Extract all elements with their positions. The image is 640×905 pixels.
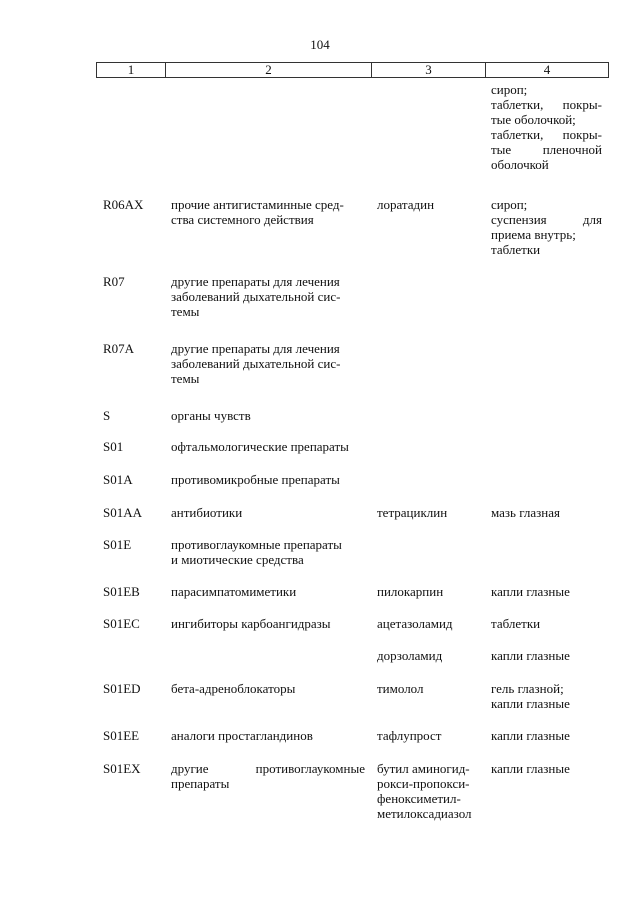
anatomical-group-name-line: темы <box>171 371 200 386</box>
table-row <box>0 728 640 761</box>
drug-name-line: тимолол <box>377 681 424 696</box>
table-row <box>0 584 640 616</box>
anatomical-group-name-line: аналоги простагландинов <box>171 728 313 743</box>
atc-code: S01EB <box>103 584 140 599</box>
anatomical-group-name <box>171 408 365 423</box>
atc-code: S01A <box>103 472 133 487</box>
anatomical-group-name <box>171 728 365 743</box>
table-row <box>0 681 640 728</box>
anatomical-group-name-line: и миотические средства <box>171 552 304 567</box>
dosage-form-line: приема внутрь; <box>491 227 576 242</box>
atc-code: S01EX <box>103 761 141 776</box>
anatomical-group-name <box>171 341 365 386</box>
anatomical-group-name <box>171 274 365 319</box>
dosage-form-line: суспензия для <box>491 212 602 227</box>
atc-code: S01AA <box>103 505 143 520</box>
dosage-form <box>491 584 602 599</box>
dosage-form <box>491 648 602 663</box>
page-number: 104 <box>310 37 330 52</box>
table-row <box>0 341 640 408</box>
dosage-form-line: сироп; <box>491 82 528 97</box>
dosage-form <box>491 681 602 711</box>
anatomical-group-name-line: органы чувств <box>171 408 251 423</box>
table-row <box>0 274 640 341</box>
table-row <box>0 197 640 274</box>
dosage-form <box>491 761 602 776</box>
drug-name <box>377 584 487 599</box>
dosage-form-line: капли глазные <box>491 648 570 663</box>
dosage-form-line: таблетки, покры- <box>491 97 602 112</box>
drug-name <box>377 681 487 696</box>
drug-name-line: пилокарпин <box>377 584 444 599</box>
column-header-2: 2 <box>166 63 372 78</box>
dosage-form <box>491 505 602 520</box>
drug-name-line: рокси-пропокси- <box>377 776 470 791</box>
anatomical-group-name <box>171 537 365 567</box>
anatomical-group-name-line: антибиотики <box>171 505 243 520</box>
dosage-form-line: таблетки <box>491 242 541 257</box>
anatomical-group-name <box>171 197 365 227</box>
atc-code: S01EC <box>103 616 140 631</box>
dosage-form-line: оболочкой <box>491 157 549 172</box>
atc-code: S <box>103 408 111 423</box>
drug-name <box>377 616 487 631</box>
table-row <box>0 761 640 841</box>
anatomical-group-name-line: препараты <box>171 776 230 791</box>
anatomical-group-name-line: парасимпатомиметики <box>171 584 297 599</box>
drug-name <box>377 728 487 743</box>
dosage-form <box>491 728 602 743</box>
atc-code: S01E <box>103 537 132 552</box>
anatomical-group-name <box>171 439 365 454</box>
atc-code: R07A <box>103 341 135 356</box>
anatomical-group-name-line: противоглаукомные препараты <box>171 537 342 552</box>
atc-code: R07 <box>103 274 125 289</box>
anatomical-group-name <box>171 584 365 599</box>
anatomical-group-name-line: противомикробные препараты <box>171 472 340 487</box>
drug-name-line: дорзоламид <box>377 648 443 663</box>
drug-name-line: метилоксадиазол <box>377 806 472 821</box>
dosage-form-line: гель глазной; <box>491 681 564 696</box>
anatomical-group-name-line: ства системного действия <box>171 212 314 227</box>
anatomical-group-name-line: прочие антигистаминные сред- <box>171 197 344 212</box>
dosage-form <box>491 197 602 257</box>
anatomical-group-name-line: другие противоглаукомные <box>171 761 365 776</box>
dosage-form-line: капли глазные <box>491 728 570 743</box>
anatomical-group-name <box>171 681 365 696</box>
drug-name-line: тафлупрост <box>377 728 442 743</box>
drug-name-line: лоратадин <box>377 197 435 212</box>
anatomical-group-name-line: бета-адреноблокаторы <box>171 681 296 696</box>
table-row <box>0 648 640 681</box>
anatomical-group-name-line: другие препараты для лечения <box>171 341 340 356</box>
column-header-row <box>97 63 609 78</box>
column-header-table <box>96 62 609 78</box>
anatomical-group-name <box>171 616 365 631</box>
table-row <box>0 408 640 439</box>
dosage-form-line: капли глазные <box>491 696 570 711</box>
dosage-form-line: таблетки, покры- <box>491 127 602 142</box>
atc-code: S01ED <box>103 681 141 696</box>
table-row <box>0 82 640 197</box>
dosage-form-line: сироп; <box>491 197 528 212</box>
table-row <box>0 439 640 472</box>
anatomical-group-name-line: другие препараты для лечения <box>171 274 340 289</box>
dosage-form-line: капли глазные <box>491 761 570 776</box>
dosage-form-line: капли глазные <box>491 584 570 599</box>
anatomical-group-name-line: ингибиторы карбоангидразы <box>171 616 331 631</box>
dosage-form-line: таблетки <box>491 616 541 631</box>
anatomical-group-name <box>171 472 365 487</box>
atc-code: R06AX <box>103 197 144 212</box>
dosage-form-line: тые пленочной <box>491 142 602 157</box>
drug-name <box>377 761 487 821</box>
drug-name-line: феноксиметил- <box>377 791 461 806</box>
drug-name-line: ацетазоламид <box>377 616 453 631</box>
column-header-4: 4 <box>486 63 609 78</box>
table-row <box>0 472 640 505</box>
drug-name <box>377 648 487 663</box>
anatomical-group-name <box>171 505 365 520</box>
dosage-form-line: мазь глазная <box>491 505 560 520</box>
atc-code: S01EE <box>103 728 140 743</box>
dosage-form-line: тые оболочкой; <box>491 112 576 127</box>
atc-code: S01 <box>103 439 124 454</box>
anatomical-group-name-line: заболеваний дыхательной сис- <box>171 289 341 304</box>
dosage-form <box>491 616 602 631</box>
column-header-1: 1 <box>97 63 166 78</box>
table-row <box>0 505 640 537</box>
table-body <box>0 82 640 841</box>
drug-name <box>377 197 487 212</box>
anatomical-group-name-line: темы <box>171 304 200 319</box>
table-row <box>0 537 640 584</box>
anatomical-group-name-line: офтальмологические препараты <box>171 439 349 454</box>
drug-name-line: тетрациклин <box>377 505 448 520</box>
column-header-3: 3 <box>372 63 486 78</box>
anatomical-group-name-line: заболеваний дыхательной сис- <box>171 356 341 371</box>
anatomical-group-name <box>171 761 365 791</box>
dosage-form <box>491 82 602 172</box>
drug-name <box>377 505 487 520</box>
drug-name-line: бутил аминогид- <box>377 761 470 776</box>
table-row <box>0 616 640 648</box>
